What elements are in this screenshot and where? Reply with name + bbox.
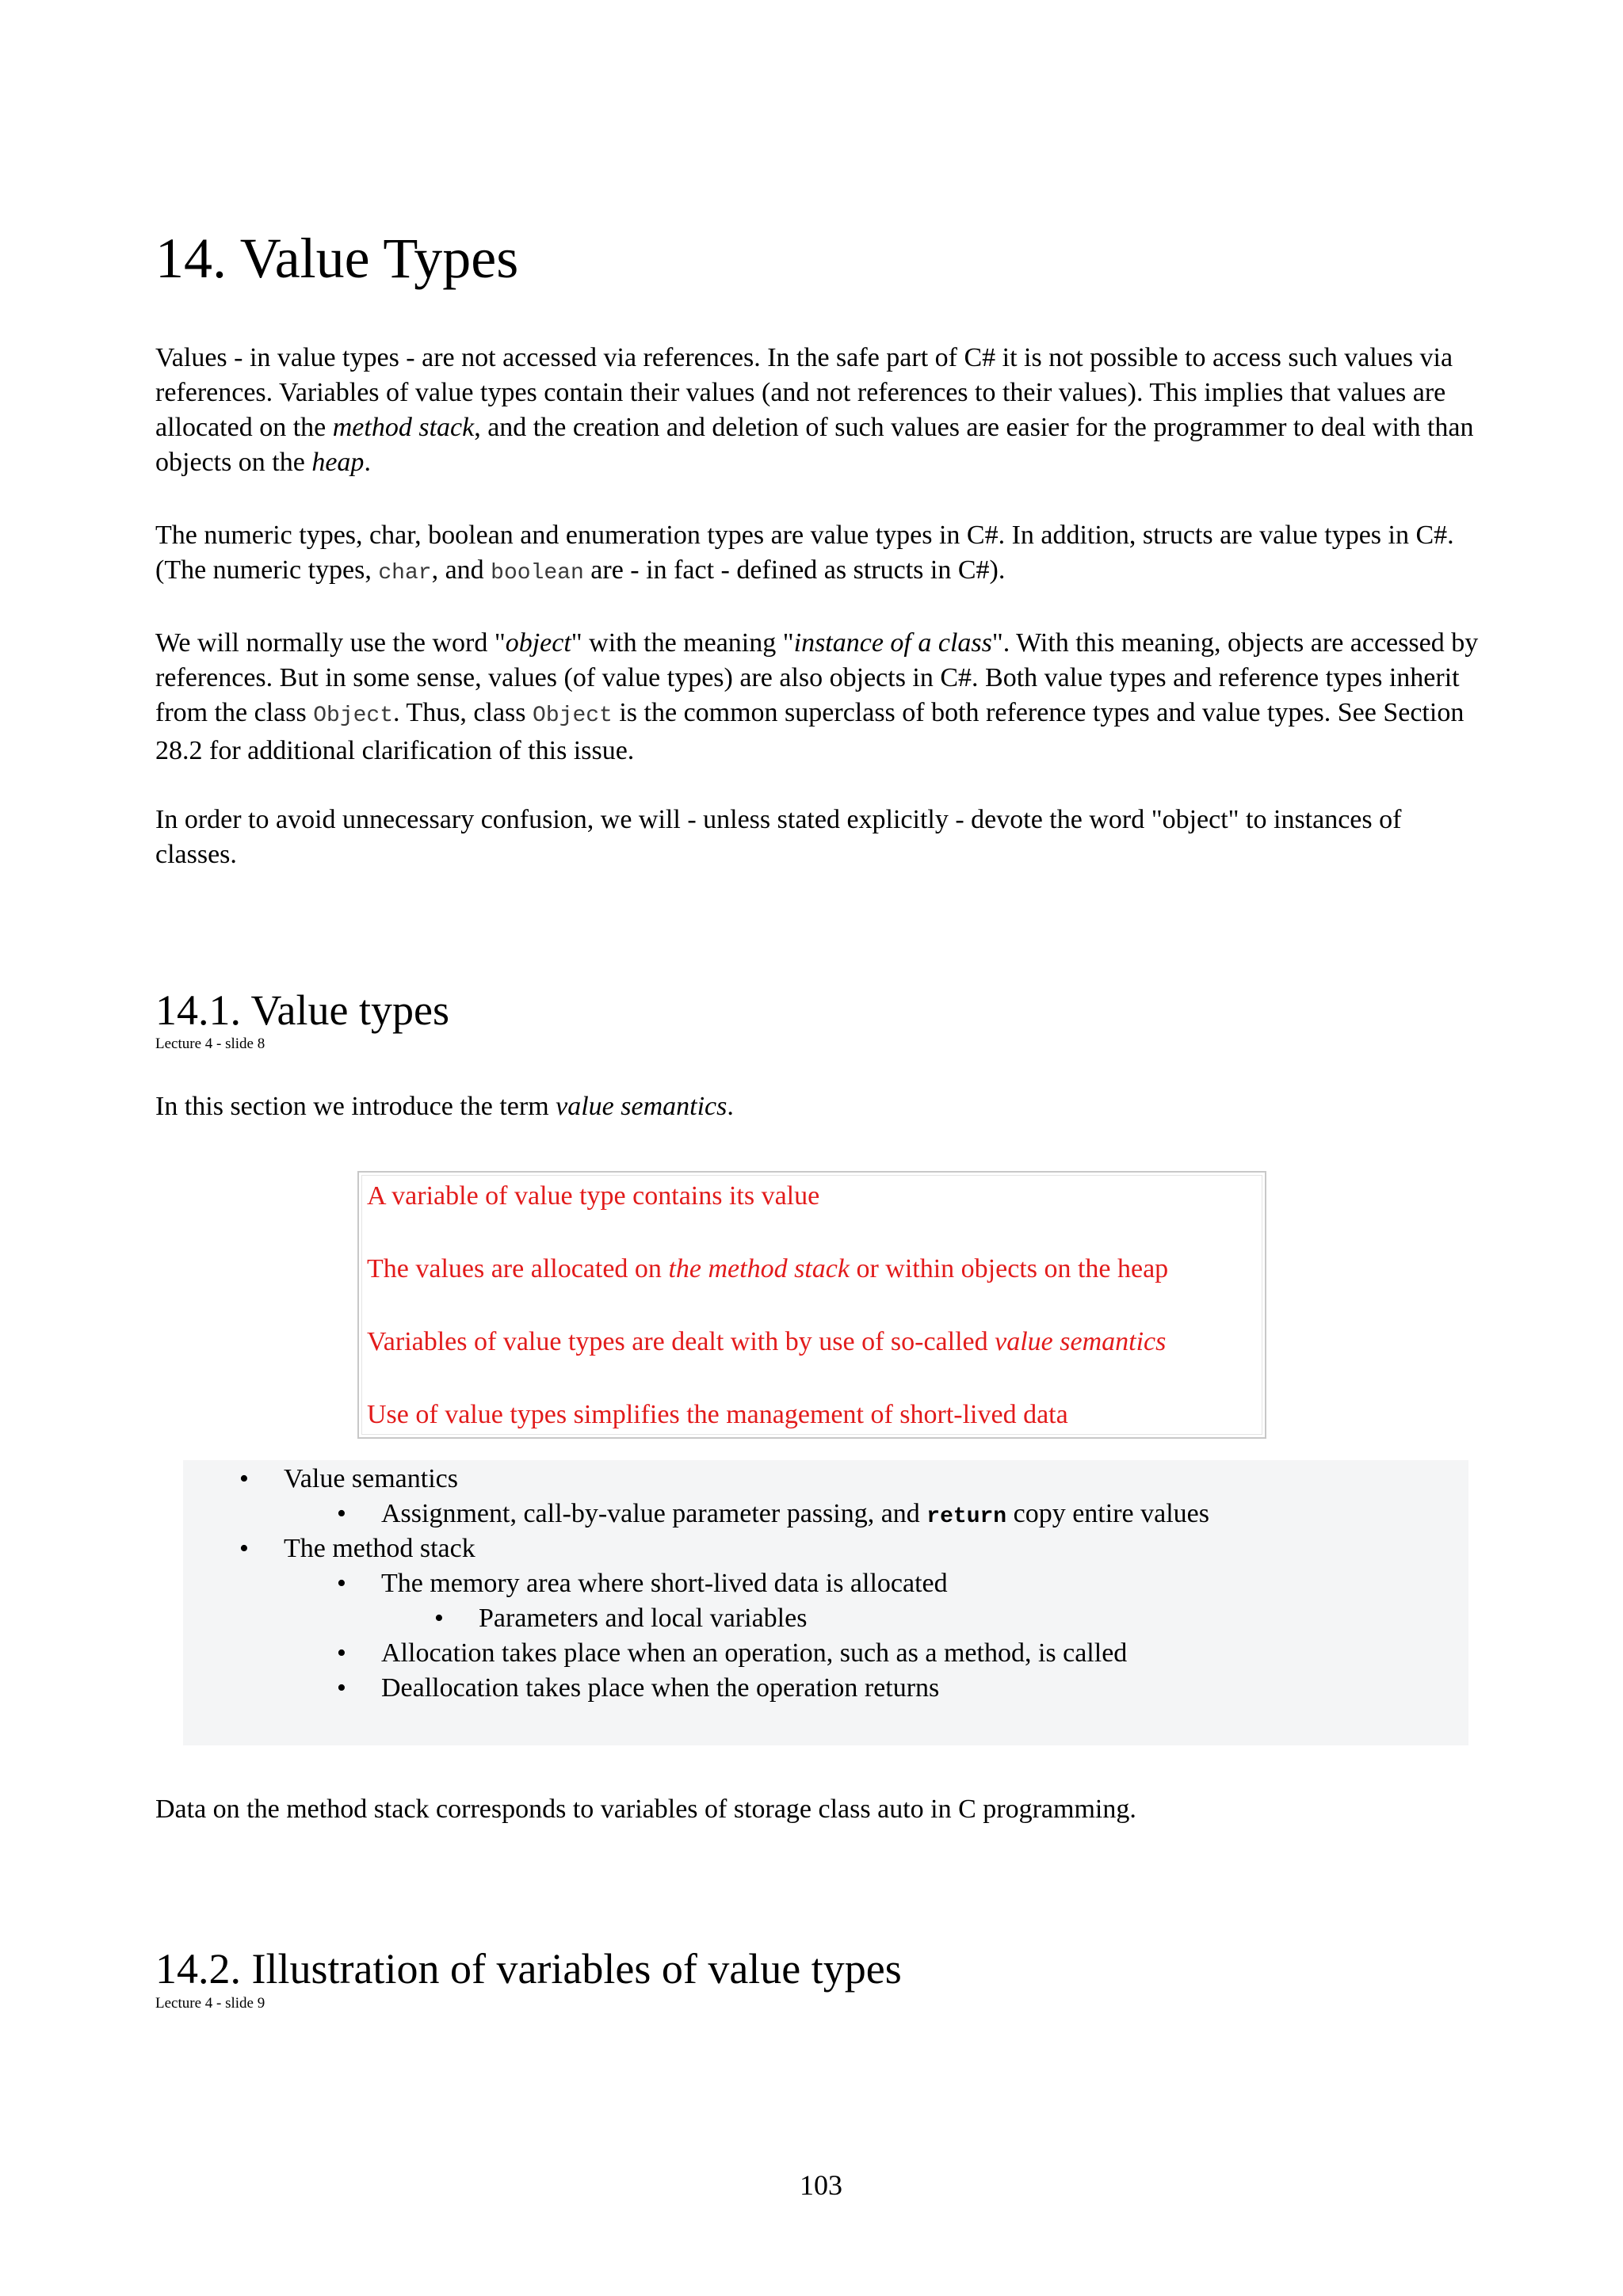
page-number: 103: [800, 2169, 842, 2201]
emphasis-method-stack: method stack: [332, 413, 475, 442]
intro-paragraph-4: In order to avoid unnecessary confusion, we will - unless stated explicitly - devote the word "object" to instances of classes.: [155, 805, 1402, 869]
intro-paragraph-3: We will normally use the word "object" with the meaning "instance of a class". With this meaning, objects are accessed by references. But in some sense, values (of value types) are also objects in C#. Both value types and reference types inherit from the class Object. Thus, class Object is the common superclass of both reference types and value types. See Section 28.2 for additional clarification of this issue.: [155, 628, 1479, 765]
section-14-2-slide-ref: Lecture 4 - slide 9: [155, 1995, 265, 2012]
section-14-2-title: 14.2. Illustration of variables of value types: [155, 1945, 902, 1993]
bullet-allocation: • Allocation takes place when an operation, such as a method, is called: [381, 1636, 1127, 1671]
summary-line-2: The values are allocated on the method stack or within objects on the heap: [367, 1254, 1169, 1283]
emphasis-heap: heap: [311, 448, 365, 477]
section-14-1-closing: Data on the method stack corresponds to variables of storage class auto in C programming.: [155, 1794, 1136, 1824]
intro-paragraph-1: Values - in value types - are not accessed via references. In the safe part of C# it is not possible to access such values via references. Variables of value types contain their values (and not references to their values). This implies that values are allocated on the method stack, and the creation and deletion of such values are easier for the programmer to deal with than objects on the heap.: [155, 343, 1474, 477]
bullet-method-stack: • The method stack: [284, 1531, 475, 1566]
bullet-assignment: • Assignment, call-by-value parameter passing, and return copy entire values: [381, 1497, 1209, 1535]
bullet-deallocation: • Deallocation takes place when the operation returns: [381, 1671, 939, 1706]
bullet-dot: •: [337, 1499, 346, 1528]
section-14-1-title: 14.1. Value types: [155, 986, 449, 1034]
bullet-dot: •: [434, 1604, 444, 1633]
section-14-1-intro: In this section we introduce the term value semantics.: [155, 1092, 734, 1121]
emphasis-object: object: [505, 628, 571, 658]
code-return: return: [926, 1505, 1007, 1529]
bullet-parameters: • Parameters and local variables: [479, 1601, 807, 1636]
code-char: char: [378, 561, 432, 585]
emphasis-value-semantics: value semantics: [556, 1092, 727, 1121]
summary-line-1: A variable of value type contains its value: [367, 1181, 820, 1211]
code-boolean: boolean: [491, 561, 584, 585]
chapter-title: 14. Value Types: [155, 227, 519, 290]
slide-summary-box: [357, 1171, 1266, 1439]
bullet-dot: •: [337, 1638, 346, 1668]
bullet-memory-area: • The memory area where short-lived data is allocated: [381, 1566, 948, 1601]
intro-paragraph-2: The numeric types, char, boolean and enumeration types are value types in C#. In addition, structs are value types in C#. (The numeric types, char, and boolean are - in fact - defined as structs in C#).: [155, 521, 1454, 585]
code-object-1: Object: [313, 704, 394, 728]
emphasis-instance-of-class: instance of a class: [793, 628, 992, 658]
summary-line-4: Use of value types simplifies the management of short-lived data: [367, 1400, 1068, 1429]
code-object-2: Object: [533, 704, 613, 728]
section-14-1-slide-ref: Lecture 4 - slide 8: [155, 1035, 265, 1052]
bullet-value-semantics: • Value semantics: [284, 1462, 458, 1497]
bullet-dot: •: [239, 1464, 249, 1493]
bullet-dot: •: [337, 1569, 346, 1598]
bullet-dot: •: [337, 1673, 346, 1703]
slide-notes-panel: [183, 1460, 1468, 1745]
summary-line-3: Variables of value types are dealt with by use of so-called value semantics: [367, 1327, 1167, 1356]
bullet-dot: •: [239, 1534, 249, 1563]
